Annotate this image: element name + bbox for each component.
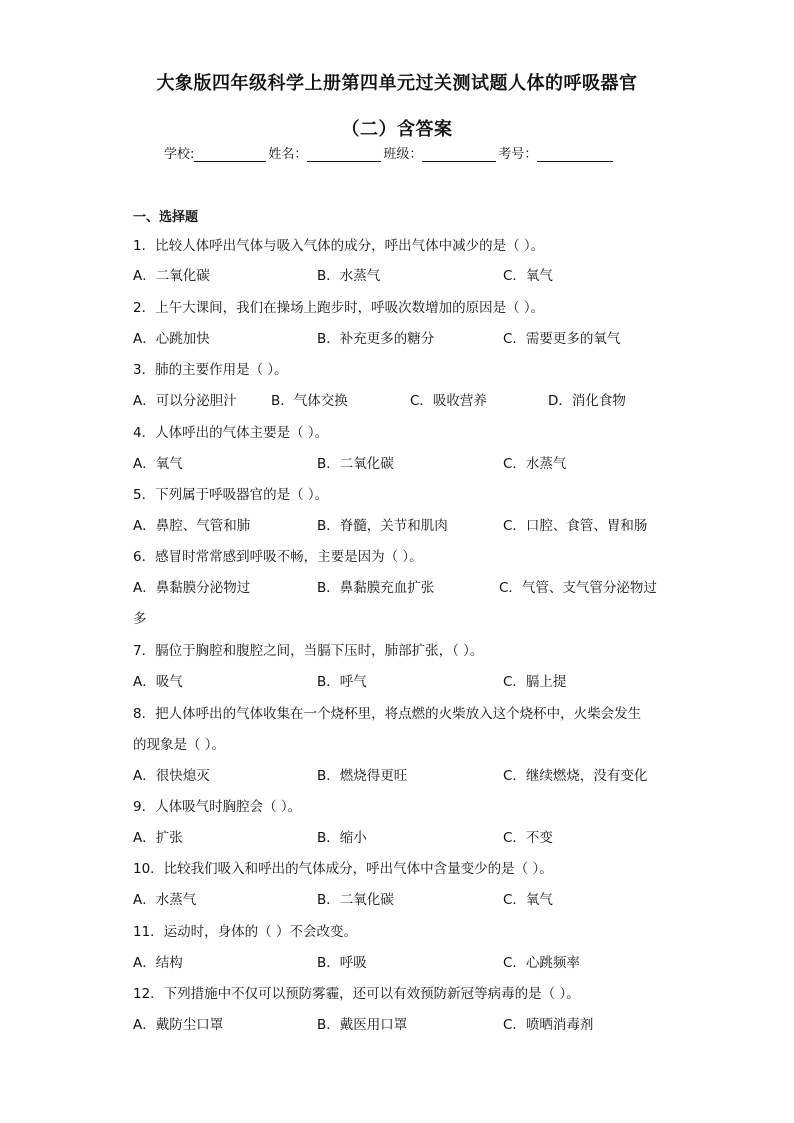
class-blank[interactable] [422, 147, 496, 162]
question-stem: 10．比较我们吸入和呼出的气体成分，呼出气体中含量变少的是（ ）。 [133, 861, 553, 877]
option: B．缩小 [317, 830, 367, 846]
option: A．很快熄灭 [133, 768, 210, 784]
option: C．心跳频率 [503, 955, 580, 971]
option: A．可以分泌胆汁 [133, 393, 237, 409]
question-stem: 7．膈位于胸腔和腹腔之间，当膈下压时，肺部扩张，（ ）。 [133, 643, 484, 659]
option: C．吸收营养 [410, 393, 487, 409]
option: A．鼻腔、气管和肺 [133, 518, 251, 534]
question-stem: 11．运动时，身体的（ ）不会改变。 [133, 924, 357, 940]
school-blank[interactable] [194, 147, 266, 162]
question-options [133, 576, 693, 596]
option: A．吸气 [133, 674, 183, 690]
question-stem: 8．把人体呼出的气体收集在一个烧杯里，将点燃的火柴放入这个烧杯中，火柴会发生 [133, 706, 642, 722]
option: B．鼻黏膜充血扩张 [317, 580, 435, 596]
option: A．扩张 [133, 830, 183, 846]
number-label: 考号： [498, 147, 538, 162]
option: C．氧气 [503, 268, 553, 284]
option: C．气管、支气管分泌物过 [499, 580, 657, 596]
option: A．结构 [133, 955, 183, 971]
question-options [133, 327, 693, 347]
option: A．鼻黏膜分泌物过 [133, 580, 251, 596]
question-options [133, 514, 693, 534]
question-options [133, 951, 693, 971]
question-stem: 6．感冒时常常感到呼吸不畅，主要是因为（ ）。 [133, 549, 423, 565]
question-stem: 4．人体呼出的气体主要是（ ）。 [133, 425, 329, 441]
option: C．膈上提 [503, 674, 567, 690]
question-options [133, 826, 693, 846]
option: B．气体交换 [271, 393, 348, 409]
option: B．呼气 [317, 674, 367, 690]
option: B．戴医用口罩 [317, 1017, 408, 1033]
name-label: 姓名： [268, 147, 308, 162]
school-label: 学校: [164, 147, 195, 162]
question-stem: 3．肺的主要作用是（ ）。 [133, 362, 288, 378]
question-options [133, 389, 693, 409]
question-stem: 2．上午大课间，我们在操场上跑步时，呼吸次数增加的原因是（ ）。 [133, 300, 545, 316]
question-stem: 1．比较人体呼出气体与吸入气体的成分，呼出气体中减少的是（ ）。 [133, 238, 545, 254]
option: B．补充更多的糖分 [317, 331, 435, 347]
student-info-row [164, 143, 644, 162]
option: B．水蒸气 [317, 268, 381, 284]
document-title-line-1: 大象版四年级科学上册第四单元过关测试题人体的呼吸器官 [156, 73, 638, 94]
option: C．水蒸气 [503, 456, 567, 472]
option: A．二氧化碳 [133, 268, 210, 284]
option: B．二氧化碳 [317, 892, 394, 908]
option: C．氧气 [503, 892, 553, 908]
option: A．戴防尘口罩 [133, 1017, 224, 1033]
question-options [133, 452, 693, 472]
option: C．继续燃烧，没有变化 [503, 768, 648, 784]
document-title-line-2: （二）含答案 [341, 119, 453, 140]
option: B．燃烧得更旺 [317, 768, 408, 784]
option: A．氧气 [133, 456, 183, 472]
option-continuation: 多 [133, 611, 147, 627]
question-stem: 12．下列措施中不仅可以预防雾霾，还可以有效预防新冠等病毒的是（ ）。 [133, 986, 580, 1002]
question-stem-continuation: 的现象是（ ）。 [133, 737, 226, 753]
option: B．脊髓，关节和肌肉 [317, 518, 448, 534]
question-options [133, 670, 693, 690]
option: B．二氧化碳 [317, 456, 394, 472]
option: A．水蒸气 [133, 892, 197, 908]
question-options [133, 1013, 693, 1033]
option: C．喷晒消毒剂 [503, 1017, 594, 1033]
question-options [133, 764, 693, 784]
option: C．口腔、食管、胃和肠 [503, 518, 648, 534]
option: C．不变 [503, 830, 553, 846]
question-options [133, 264, 693, 284]
name-blank[interactable] [307, 147, 381, 162]
question-options [133, 888, 693, 908]
question-stem: 9．人体吸气时胸腔会（ ）。 [133, 799, 302, 815]
option: B．呼吸 [317, 955, 367, 971]
number-blank[interactable] [537, 147, 613, 162]
option: A．心跳加快 [133, 331, 210, 347]
option: D．消化食物 [548, 393, 626, 409]
question-stem: 5．下列属于呼吸器官的是（ ）。 [133, 487, 329, 503]
option: C．需要更多的氧气 [503, 331, 621, 347]
section-heading: 一、选择题 [133, 210, 199, 225]
class-label: 班级： [383, 147, 423, 162]
